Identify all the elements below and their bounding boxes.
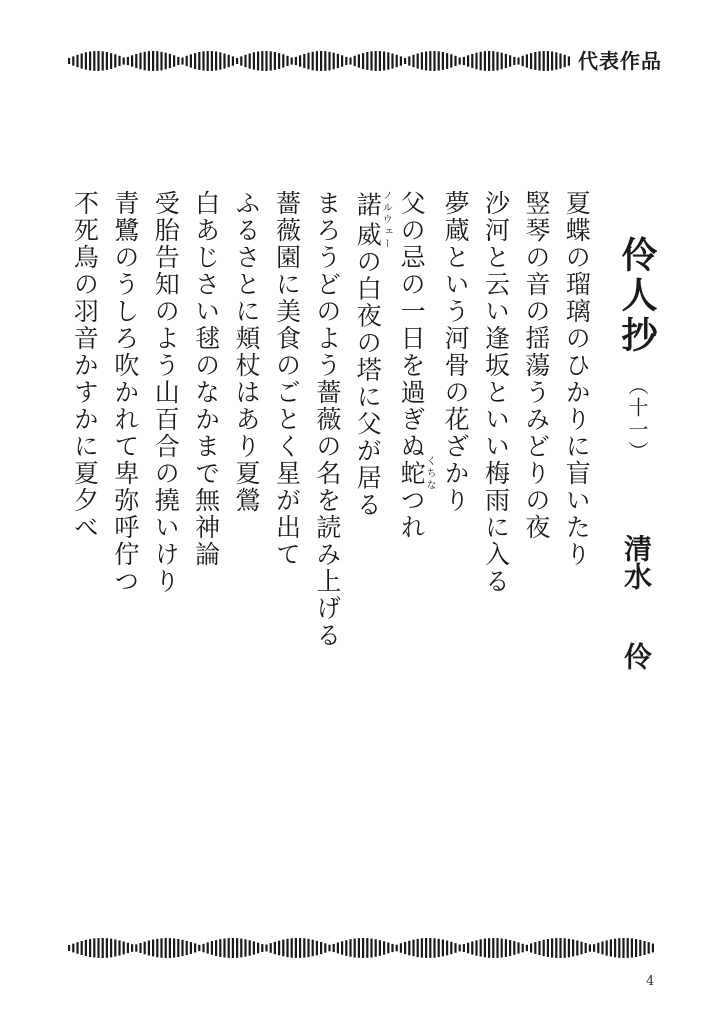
ruby-reading: ノルウェー <box>380 190 392 250</box>
ruby-base: 蛇 <box>397 455 427 492</box>
poem-line: ふるさとに頬杖はあり夏鶯 <box>232 190 262 514</box>
poem-line: 薔薇園に美食のごとく星が出て <box>272 190 302 568</box>
poem-line: 夏蝶の瑠璃のひかりに盲いたり <box>562 190 592 568</box>
poem-line: 竪琴の音の揺蕩うみどりの夜 <box>521 190 551 541</box>
page-number: 4 <box>646 974 655 989</box>
author-given-name: 伶 <box>620 642 653 670</box>
ruby-word <box>353 190 392 250</box>
decorative-wave-bottom <box>68 938 658 958</box>
page-title: 伶人抄 <box>616 236 658 356</box>
poem-text: の白夜の塔に父が居る <box>353 248 383 519</box>
poem-line: 不死鳥の羽音かすかに夏夕べ <box>70 190 100 541</box>
poem-column-group <box>64 190 596 649</box>
decorative-wave-top <box>68 51 572 71</box>
poem-line: 白あじさい毬のなかまで無神論 <box>191 190 221 568</box>
poem-line <box>347 190 391 610</box>
ruby-base: 諾威 <box>353 190 383 250</box>
poem-text: 父の忌の一日を過ぎぬ <box>397 190 427 460</box>
ruby-reading: くちな <box>424 455 436 492</box>
author-family-name: 清水 <box>620 534 653 590</box>
poem-line: 受胎告知のよう山百合の撓いけり <box>151 190 181 595</box>
ruby-word <box>397 455 436 492</box>
section-label: 代表作品 <box>578 49 662 73</box>
poem-line: 青鷺のうしろ吹かれて卑弥呼佇つ <box>110 190 140 595</box>
poem-line: まろうどのよう薔薇の名を読み上げる <box>312 190 342 649</box>
title-block <box>612 236 662 463</box>
poem-text: つれ <box>397 487 427 541</box>
poem-line <box>391 190 435 610</box>
poem-line: 夢蔵という河骨の花ざかり <box>441 190 471 514</box>
poem-line: 沙河と云い逢坂といい梅雨に入る <box>481 190 511 595</box>
page-subtitle: （十一） <box>625 375 649 463</box>
